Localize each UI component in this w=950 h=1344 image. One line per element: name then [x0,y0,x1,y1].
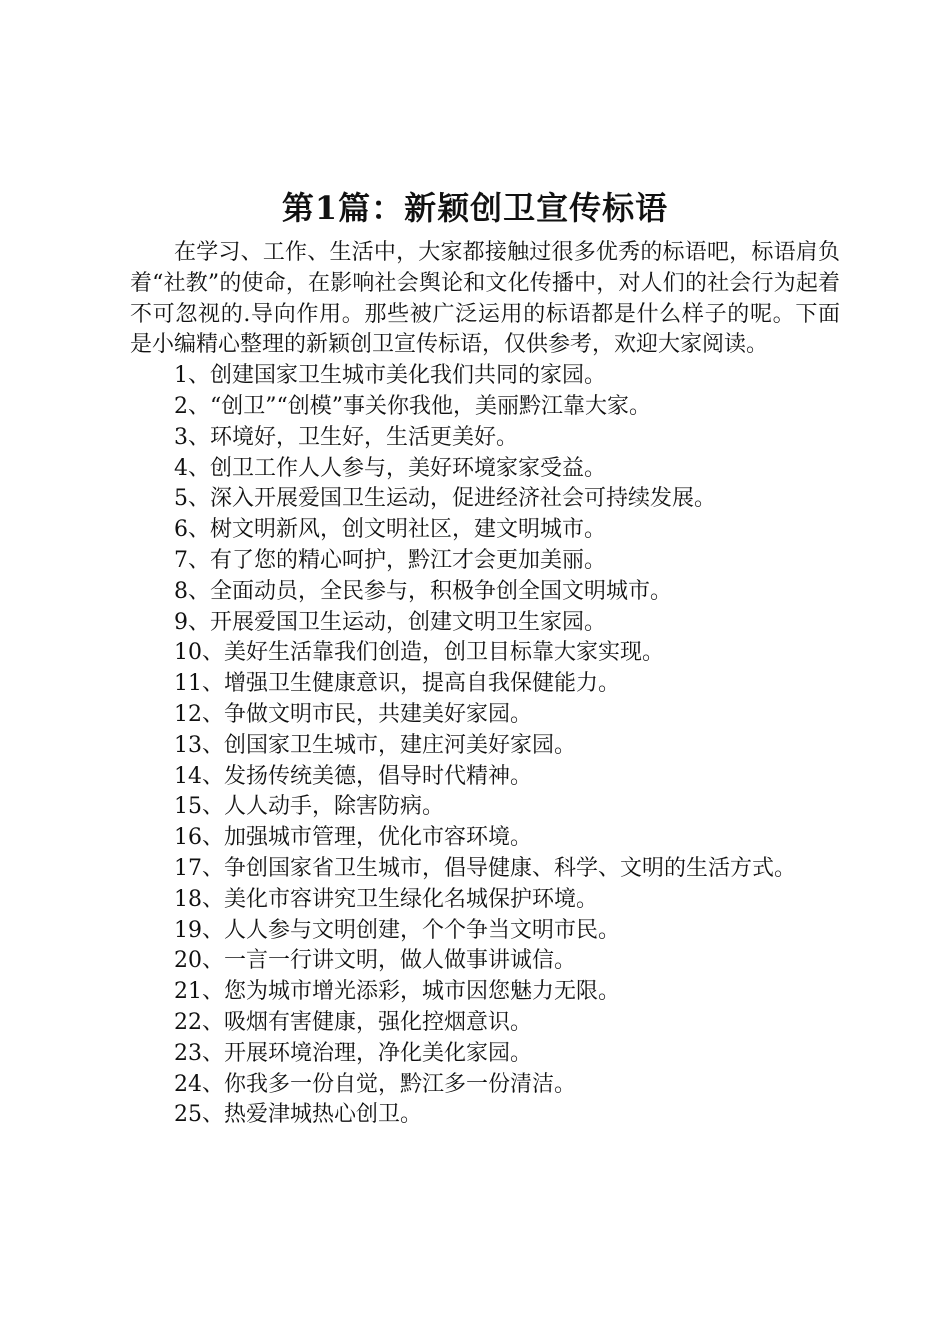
list-item: 10、美好生活靠我们创造，创卫目标靠大家实现。 [174,640,664,666]
list-item: 15、人人动手，除害防病。 [174,794,444,820]
list-item: 1、创建国家卫生城市美化我们共同的家园。 [174,363,606,389]
intro-paragraph: 在学习、工作、生活中，大家都接触过很多优秀的标语吧，标语肩负着“社教”的使命，在影响社会舆论和文化传播中，对人们的社会行为起着不可忽视的.导向作用。那些被广泛运用的标语都是什么样子的呢。下面是小编精心整理的新颖创卫宣传标语，仅供参考，欢迎大家阅读。 [130,240,840,358]
list-item: 23、开展环境治理，净化美化家园。 [174,1040,532,1066]
list-item: 13、创国家卫生城市，建庄河美好家园。 [174,732,576,758]
list-item: 19、人人参与文明创建，个个争当文明市民。 [174,917,620,943]
list-item: 21、您为城市增光添彩，城市因您魅力无限。 [174,979,620,1005]
list-item: 8、全面动员，全民参与，积极争创全国文明城市。 [174,578,672,604]
list-item: 16、加强城市管理，优化市容环境。 [174,825,532,851]
list-item: 24、你我多一份自觉，黔江多一份清洁。 [174,1071,576,1097]
list-item: 12、争做文明市民，共建美好家园。 [174,701,532,727]
document-body [130,238,840,1131]
list-item: 22、吸烟有害健康，强化控烟意识。 [174,1009,532,1035]
list-item: 3、环境好，卫生好，生活更美好。 [174,424,518,450]
list-item: 2、“创卫”“创模”事关你我他，美丽黔江靠大家。 [174,393,651,419]
list-item: 18、美化市容讲究卫生绿化名城保护环境。 [174,886,598,912]
list-item: 4、创卫工作人人参与，美好环境家家受益。 [174,455,606,481]
list-item: 17、争创国家省卫生城市，倡导健康、科学、文明的生活方式。 [174,855,796,881]
list-item: 7、有了您的精心呵护，黔江才会更加美丽。 [174,547,606,573]
list-item: 9、开展爱国卫生运动，创建文明卫生家园。 [174,609,606,635]
list-item: 11、增强卫生健康意识，提高自我保健能力。 [174,671,620,697]
document-title: 第1篇：新颖创卫宣传标语 [281,189,669,227]
list-item: 5、深入开展爱国卫生运动，促进经济社会可持续发展。 [174,486,716,512]
list-item: 6、树文明新风，创文明社区，建文明城市。 [174,517,606,543]
list-item: 25、热爱津城热心创卫。 [174,1102,422,1128]
list-item: 20、一言一行讲文明，做人做事讲诚信。 [174,948,576,974]
list-item: 14、发扬传统美德，倡导时代精神。 [174,763,532,789]
